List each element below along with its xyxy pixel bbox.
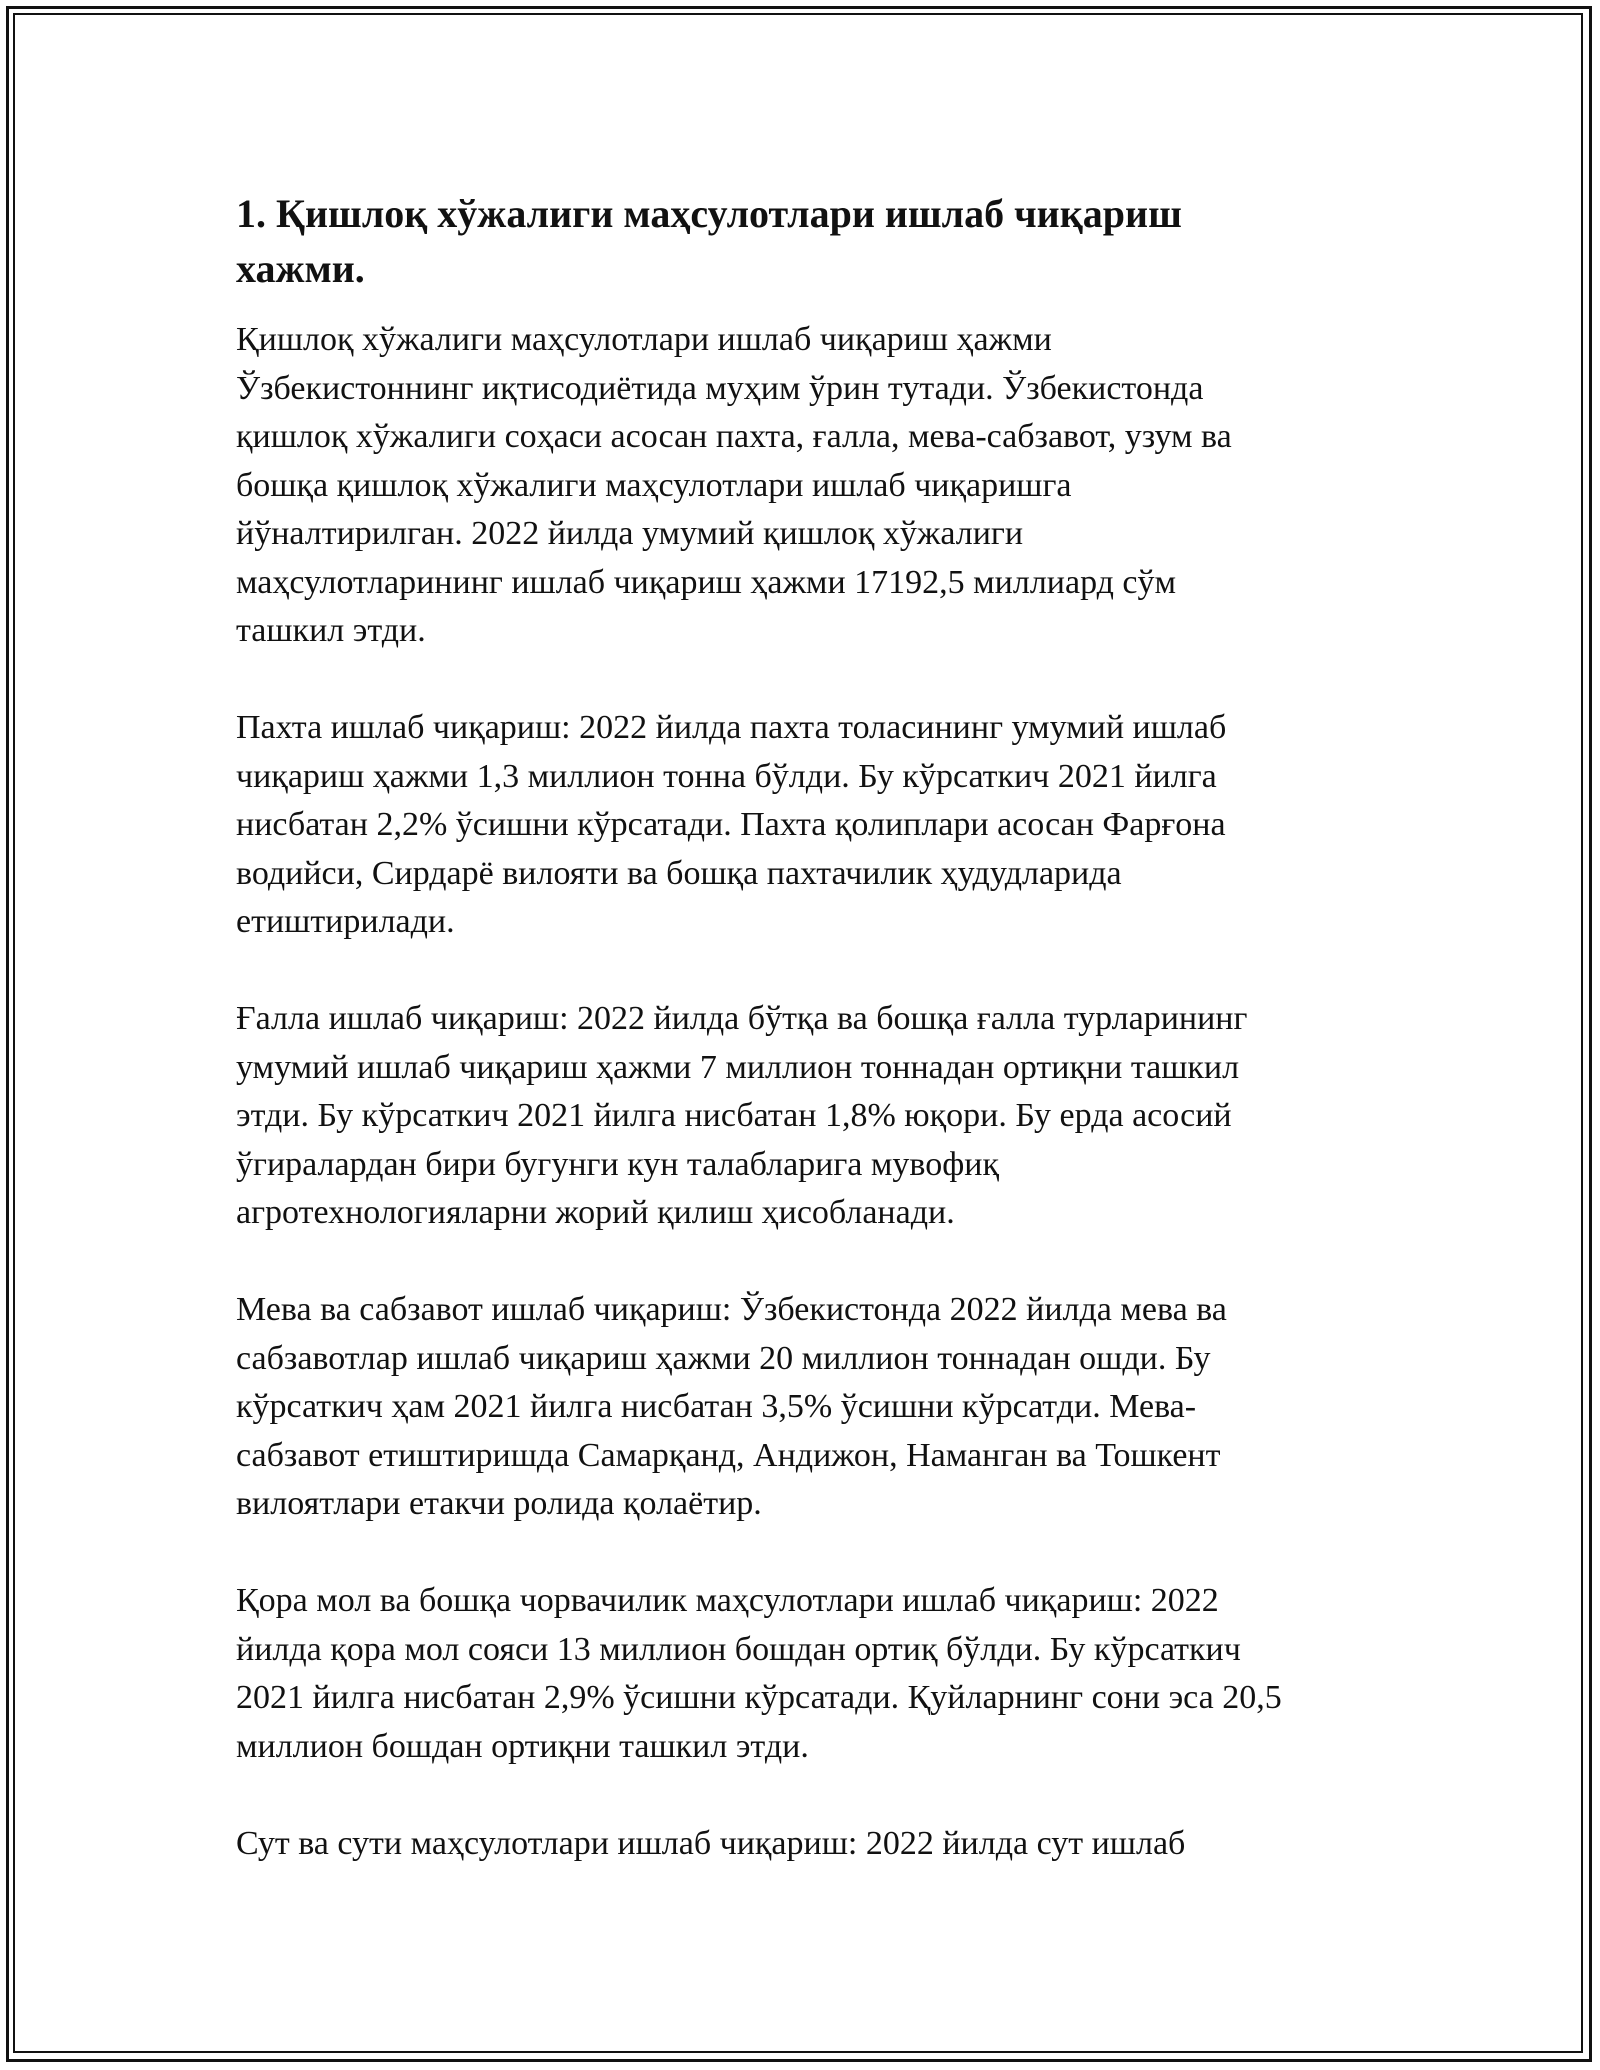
text-line: Ғалла ишлаб чиқариш: 2022 йилда бўтқа ва бошқа ғалла турларининг (236, 1000, 1248, 1037)
document-page (236, 186, 1386, 1917)
text-line: Сут ва сути маҳсулотлари ишлаб чиқариш: 2022 йилда сут ишлаб (236, 1824, 1186, 1862)
paragraph-grain (236, 995, 1386, 1238)
text-line: бошқа қишлоқ хўжалиги маҳсулотлари ишлаб чиқаришга (236, 466, 1072, 504)
text-line: чиқариш ҳажми 1,3 миллион тонна бўлди. Бу кўрсаткич 2021 йилга (236, 757, 1217, 795)
text-line: водийси, Сирдарё вилояти ва бошқа пахтачилик ҳудудларида (236, 854, 1122, 892)
text-line: Пахта ишлаб чиқариш: 2022 йилда пахта толасининг умумий ишлаб (236, 709, 1227, 746)
text-line: этди. Бу кўрсаткич 2021 йилга нисбатан 1,8% юқори. Бу ерда асосий (236, 1097, 1232, 1134)
text-line: сабзавот етиштиришда Самарқанд, Андижон, Наманган ва Тошкент (236, 1436, 1221, 1474)
paragraph-fruit-vegetables (236, 1286, 1386, 1529)
text-line: Қора мол ва бошқа чорвачилик маҳсулотлари ишлаб чиқариш: 2022 (236, 1582, 1219, 1619)
heading-line: хажми. (236, 246, 365, 291)
paragraph-dairy (236, 1820, 1386, 1869)
heading-line: 1. Қишлоқ хўжалиги маҳсулотлари ишлаб чиқариш (236, 191, 1182, 236)
text-line: агротехнологияларни жорий қилиш ҳисобланади. (236, 1194, 955, 1231)
text-line: етиштирилади. (236, 903, 455, 940)
text-line: ўгиралардан бири бугунги кун талабларига мувофиқ (236, 1145, 999, 1183)
text-line: Қишлоқ хўжалиги маҳсулотлари ишлаб чиқариш ҳажми (236, 321, 1052, 358)
paragraph-livestock (236, 1577, 1386, 1771)
text-line: ташкил этди. (236, 612, 426, 649)
text-line: 2021 йилга нисбатан 2,9% ўсишни кўрсатади. Қуйларнинг сони эса 20,5 (236, 1679, 1282, 1716)
text-line: кўрсаткич ҳам 2021 йилга нисбатан 3,5% ўсишни кўрсатди. Мева- (236, 1388, 1197, 1425)
text-line: қишлоқ хўжалиги соҳаси асосан пахта, ғалла, мева-сабзавот, узум ва (236, 418, 1232, 455)
text-line: маҳсулотларининг ишлаб чиқариш ҳажми 17192,5 миллиард сўм (236, 563, 1177, 601)
text-line: нисбатан 2,2% ўсишни кўрсатади. Пахта қолиплари асосан Фарғона (236, 806, 1226, 843)
text-line: вилоятлари етакчи ролида қолаётир. (236, 1485, 762, 1522)
text-line: Ўзбекистоннинг иқтисодиётида муҳим ўрин тутади. Ўзбекистонда (236, 369, 1204, 407)
text-line: умумий ишлаб чиқариш ҳажми 7 миллион тоннадан ортиқни ташкил (236, 1048, 1240, 1086)
paragraph-cotton (236, 704, 1386, 947)
text-line: йўналтирилган. 2022 йилда умумий қишлоқ хўжалиги (236, 515, 1024, 552)
text-line: Мева ва сабзавот ишлаб чиқариш: Ўзбекистонда 2022 йилда мева ва (236, 1291, 1227, 1328)
section-heading (236, 186, 1296, 296)
text-line: йилда қора мол сояси 13 миллион бошдан ортиқ бўлди. Бу кўрсаткич (236, 1630, 1241, 1668)
text-line: миллион бошдан ортиқни ташкил этди. (236, 1727, 809, 1765)
paragraph-intro (236, 316, 1386, 656)
text-line: сабзавотлар ишлаб чиқариш ҳажми 20 миллион тоннадан ошди. Бу (236, 1339, 1211, 1377)
